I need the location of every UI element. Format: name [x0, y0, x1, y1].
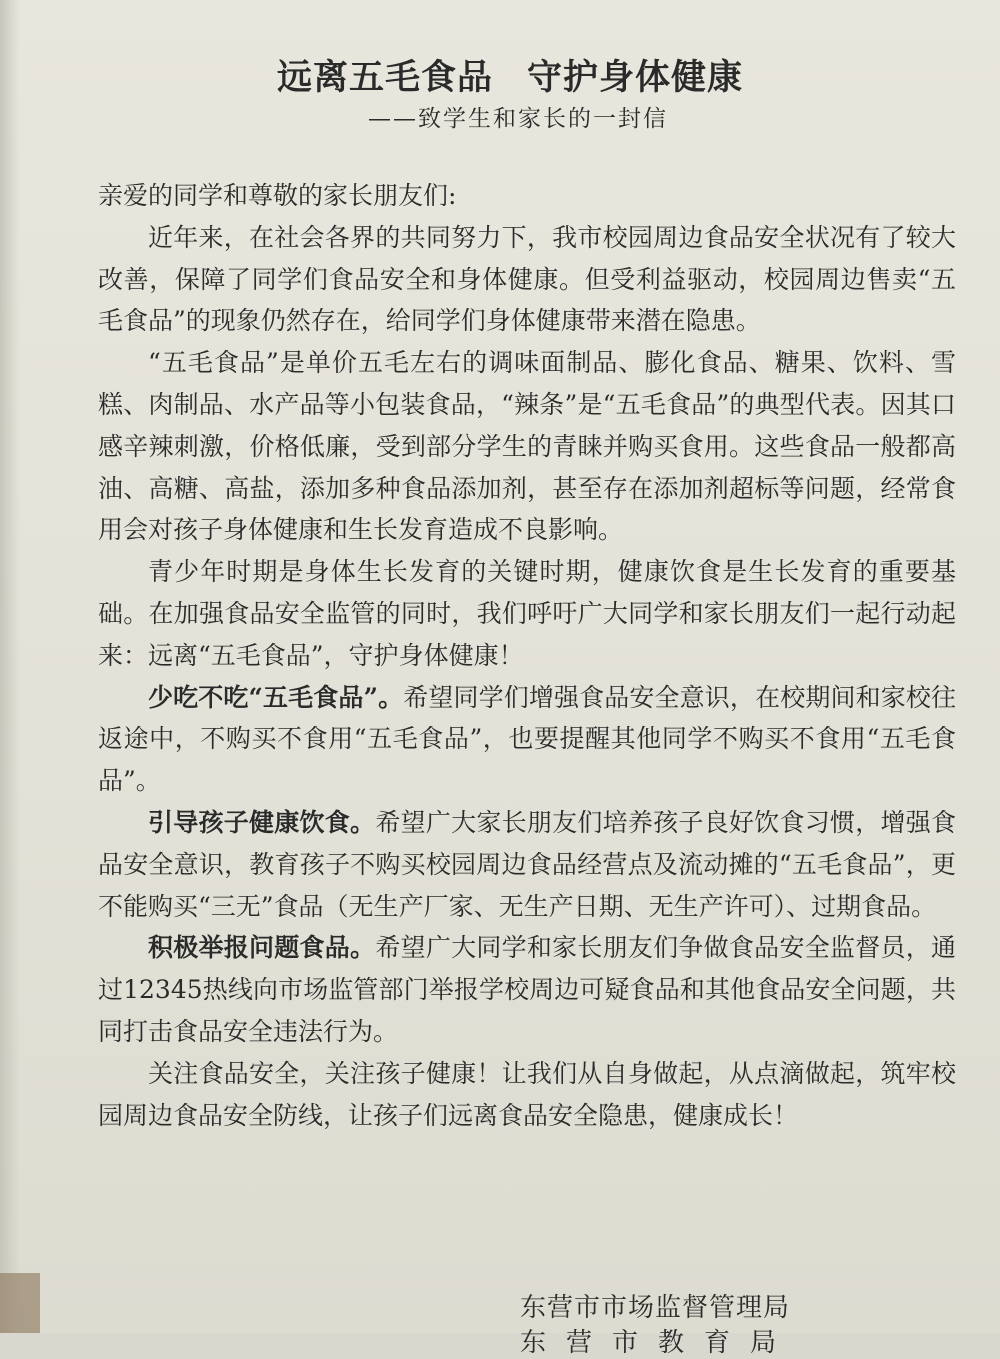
title-part-1: 远离五毛食品 [276, 57, 493, 98]
page-subtitle: ——致学生和家长的一封信 [368, 106, 668, 132]
page-shadow [0, 0, 20, 1333]
section-heading: 积极举报问题食品。 [148, 933, 376, 963]
closing-paragraph: 关注食品安全，关注孩子健康！让我们从自身做起，从点滴做起，筑牢校园周边食品安全防线，让孩子们远离食品安全隐患，健康成长！ [98, 1058, 956, 1130]
section-text: 希望广大同学和家长朋友们争做食品安全监督员，通过12345热线向市场监管部门举报学校周边可疑食品和其他食品安全问题，共同打击食品安全违法行为。 [98, 933, 956, 1046]
section-text: 希望广大家长朋友们培养孩子良好饮食习惯，增强食品安全意识，教育孩子不购买校园周边食品经营点及流动摊的“五毛食品”，更不能购买“三无”食品（无生产厂家、无生产日期、无生产许可）、过期食品。 [98, 807, 956, 921]
section-text: 希望同学们增强食品安全意识，在校期间和家校往返途中，不购买不食用“五毛食品”，也要提醒其他同学不购买不食用“五毛食品”。 [98, 682, 956, 796]
letter-body [98, 175, 956, 1136]
paragraph-intro: 近年来，在社会各界的共同努力下，我市校园周边食品安全状况有了较大改善，保障了同学们食品安全和身体健康。但受利益驱动，校园周边售卖“五毛食品”的现象仍然存在，给同学们身体健康带来潜在隐患。 [98, 222, 956, 336]
background-edge [0, 1273, 40, 1333]
section-parents [98, 802, 956, 927]
section-report [98, 927, 956, 1052]
page-title [0, 50, 1000, 100]
section-students [98, 677, 956, 802]
section-heading: 少吃不吃“五毛食品”。 [148, 682, 404, 712]
paragraph-definition: “五毛食品”是单价五毛左右的调味面制品、膨化食品、糖果、饮料、雪糕、肉制品、水产品等小包装食品，“辣条”是“五毛食品”的典型代表。因其口感辛辣刺激，价格低廉，受到部分学生的青睐并购买食用。这些食品一般都高油、高糖、高盐，添加多种食品添加剂，甚至存在添加剂超标等问题，经常食用会对孩子身体健康和生长发育造成不良影响。 [98, 348, 956, 545]
paragraph-appeal: 青少年时期是身体生长发育的关键时期，健康饮食是生长发育的重要基础。在加强食品安全监管的同时，我们呼吁广大同学和家长朋友们一起行动起来：远离“五毛食品”，守护身体健康！ [98, 557, 956, 670]
section-heading: 引导孩子健康饮食。 [148, 807, 376, 837]
title-part-2: 守护身体健康 [527, 57, 744, 98]
signature-education-bureau: 东营市教育局 [520, 1328, 797, 1358]
greeting: 亲爱的同学和尊敬的家长朋友们: [98, 181, 457, 210]
signature-market-bureau: 东营市市场监督管理局 [520, 1293, 791, 1323]
